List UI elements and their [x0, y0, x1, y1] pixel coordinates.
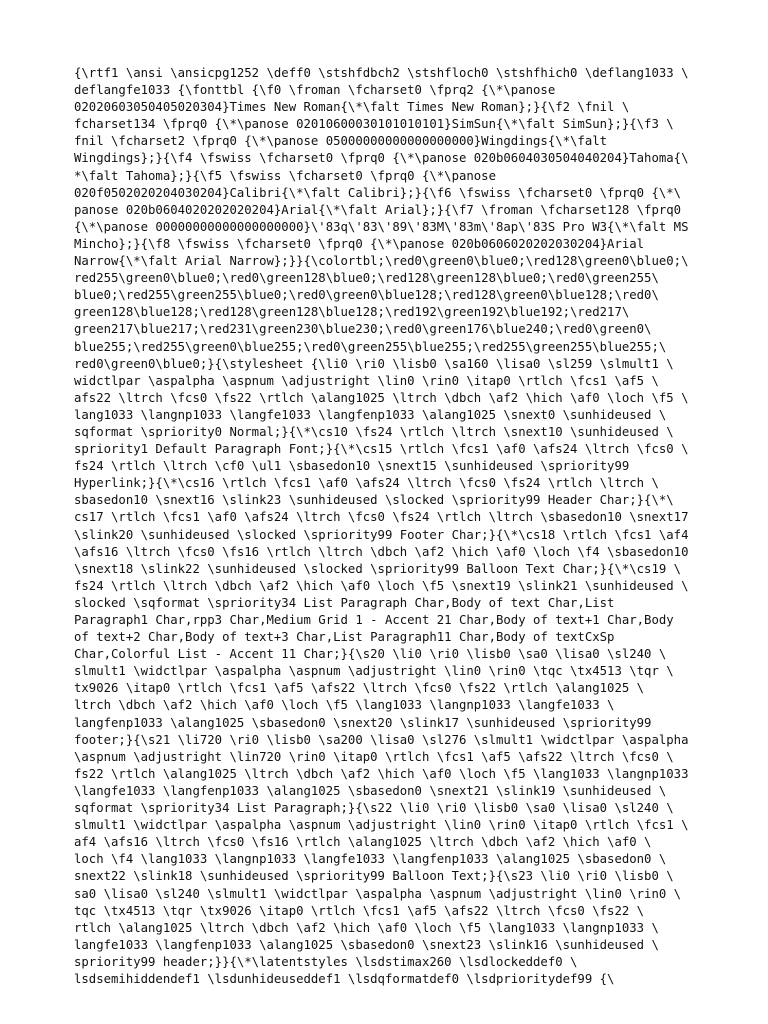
text-line: \afs16 \ltrch \fcs0 \fs16 \rtlch \ltrch \dbch \af2 \hich \af0 \loch \f4 \sbasedon10	[74, 544, 689, 559]
text-line: {\rtf1 \ansi \ansicpg1252 \deff0 \stshfdbch2 \stshfloch0 \stshfhich0 \deflang1033 \	[74, 66, 689, 80]
text-line: langfe1033 \langfenp1033 \alang1025 \sbasedon0 \snext23 \slink16 \sunhideused \	[74, 937, 659, 952]
text-line: {\*\panose 00000000000000000000}\'83q\'83\'89\'83M\'83m\'8ap\'83S Pro W3{\*\falt MS	[74, 219, 689, 234]
text-line: 020f0502020204030204}Calibri{\*\falt Calibri};}{\f6 \fswiss \fcharset0 \fprq0 {\*\	[74, 185, 682, 200]
text-line: afs22 \ltrch \fcs0 \fs22 \rtlch \alang1025 \ltrch \dbch \af2 \hich \af0 \loch \f5 \	[74, 390, 689, 405]
text-line: fcharset134 \fprq0 {\*\panose 02010600030101010101}SimSun{\*\falt SimSun};}{\f3 \	[74, 117, 674, 132]
text-line: of text+2 Char,Body of text+3 Char,List Paragraph11 Char,Body of textCxSp	[74, 630, 615, 645]
text-line: *\falt Tahoma};}{\f5 \fswiss \fcharset0 \fprq0 {\*\panose	[74, 168, 496, 183]
text-line: lang1033 \langnp1033 \langfe1033 \langfenp1033 \alang1025 \snext0 \sunhideused \	[74, 407, 667, 422]
text-line: sqformat \spriority34 List Paragraph;}{\s22 \li0 \ri0 \lisb0 \sa0 \lisa0 \sl240 \	[74, 801, 674, 816]
text-line: Char,Colorful List - Accent 11 Char;}{\s20 \li0 \ri0 \lisb0 \sa0 \lisa0 \sl240 \	[74, 647, 667, 662]
text-line: widctlpar \aspalpha \aspnum \adjustright \lin0 \rin0 \itap0 \rtlch \fcs1 \af5 \	[74, 373, 659, 388]
text-line: cs17 \rtlch \fcs1 \af0 \afs24 \ltrch \fcs0 \fs24 \rtlch \ltrch \sbasedon10 \snext17	[74, 510, 689, 525]
text-line: blue0;\red255\green255\blue0;\red0\green0\blue128;\red128\green0\blue128;\red0\	[74, 288, 659, 303]
text-line: fs22 \rtlch \alang1025 \ltrch \dbch \af2 \hich \af0 \loch \f5 \lang1033 \langnp1033	[74, 766, 689, 781]
text-line: fs24 \rtlch \ltrch \dbch \af2 \hich \af0 \loch \f5 \snext19 \slink21 \sunhideused \	[74, 578, 689, 593]
text-line: green217\blue217;\red231\green230\blue230;\red0\green176\blue240;\red0\green0\	[74, 322, 652, 337]
text-line: langfenp1033 \alang1025 \sbasedon0 \snext20 \slink17 \sunhideused \spriority99	[74, 715, 652, 730]
text-line: red0\green0\blue0;}{\stylesheet {\li0 \ri0 \lisb0 \sa160 \lisa0 \sl259 \slmult1 \	[74, 356, 674, 371]
text-line: tqc \tx4513 \tqr \tx9026 \itap0 \rtlch \fcs1 \af5 \afs22 \ltrch \fcs0 \fs22 \	[74, 903, 645, 918]
text-line: red255\green0\blue0;\red0\green128\blue0;\red128\green128\blue0;\red0\green255\	[74, 271, 659, 286]
text-line: spriority99 header;}}{\*\latentstyles \lsdstimax260 \lsdlockeddef0 \	[74, 954, 578, 969]
text-line: slmult1 \widctlpar \aspalpha \aspnum \adjustright \lin0 \rin0 \tqc \tx4513 \tqr \	[74, 664, 674, 679]
text-line: \snext18 \slink22 \sunhideused \slocked \spriority99 Balloon Text Char;}{\*\cs19 \	[74, 561, 682, 576]
text-line: \langfe1033 \langfenp1033 \alang1025 \sbasedon0 \snext21 \slink19 \sunhideused \	[74, 783, 667, 798]
text-line: Wingdings};}{\f4 \fswiss \fcharset0 \fprq0 {\*\panose 020b0604030504040204}Tahoma{\	[74, 151, 689, 166]
text-line: 02020603050405020304}Times New Roman{\*\falt Times New Roman};}{\f2 \fnil \	[74, 100, 630, 115]
text-line: snext22 \slink18 \sunhideused \spriority99 Balloon Text;}{\s23 \li0 \ri0 \lisb0 \	[74, 869, 674, 884]
text-line: green128\blue128;\red128\green128\blue128;\red192\green192\blue192;\red217\	[74, 305, 630, 320]
text-line: rtlch \alang1025 \ltrch \dbch \af2 \hich \af0 \loch \f5 \lang1033 \langnp1033 \	[74, 920, 659, 935]
text-line: fs24 \rtlch \ltrch \cf0 \ul1 \sbasedon10 \snext15 \sunhideused \spriority99	[74, 459, 630, 474]
text-line: Narrow{\*\falt Arial Narrow};}}{\colortbl;\red0\green0\blue0;\red128\green0\blue0;\	[74, 254, 689, 269]
text-line: lsdsemihiddendef1 \lsdunhideuseddef1 \lsdqformatdef0 \lsdprioritydef99 {\	[74, 971, 615, 986]
text-line: slmult1 \widctlpar \aspalpha \aspnum \adjustright \lin0 \rin0 \itap0 \rtlch \fcs1 \	[74, 818, 689, 833]
text-line: tx9026 \itap0 \rtlch \fcs1 \af5 \afs22 \ltrch \fcs0 \fs22 \rtlch \alang1025 \	[74, 681, 645, 696]
text-line: \slink20 \sunhideused \slocked \spriority99 Footer Char;}{\*\cs18 \rtlch \fcs1 \af4	[74, 527, 689, 542]
text-line: panose 020b0604020202020204}Arial{\*\falt Arial};}{\f7 \froman \fcharset128 \fprq0	[74, 202, 682, 217]
text-line: sa0 \lisa0 \sl240 \slmult1 \widctlpar \aspalpha \aspnum \adjustright \lin0 \rin0 \	[74, 886, 682, 901]
text-line: fnil \fcharset2 \fprq0 {\*\panose 05000000000000000000}Wingdings{\*\falt	[74, 134, 608, 149]
text-line: loch \f4 \lang1033 \langnp1033 \langfe1033 \langfenp1033 \alang1025 \sbasedon0 \	[74, 852, 667, 867]
text-line: \aspnum \adjustright \lin720 \rin0 \itap0 \rtlch \fcs1 \af5 \afs22 \ltrch \fcs0 \	[74, 749, 674, 764]
text-line: Paragraph1 Char,rpp3 Char,Medium Grid 1 - Accent 21 Char,Body of text+1 Char,Body	[74, 613, 674, 627]
document-page	[74, 65, 714, 988]
text-line: blue255;\red255\green0\blue255;\red0\green255\blue255;\red255\green255\blue255;\	[74, 339, 667, 354]
text-line: footer;}{\s21 \li720 \ri0 \lisb0 \sa200 \lisa0 \sl276 \slmult1 \widctlpar \aspalpha	[74, 732, 689, 747]
text-line: slocked \sqformat \spriority34 List Paragraph Char,Body of text Char,List	[74, 595, 615, 610]
text-line: spriority1 Default Paragraph Font;}{\*\cs15 \rtlch \fcs1 \af0 \afs24 \ltrch \fcs0 \	[74, 442, 689, 457]
text-line: ltrch \dbch \af2 \hich \af0 \loch \f5 \lang1033 \langnp1033 \langfe1033 \	[74, 698, 615, 713]
text-line: af4 \afs16 \ltrch \fcs0 \fs16 \rtlch \alang1025 \ltrch \dbch \af2 \hich \af0 \	[74, 835, 652, 850]
text-line: Hyperlink;}{\*\cs16 \rtlch \fcs1 \af0 \afs24 \ltrch \fcs0 \fs24 \rtlch \ltrch \	[74, 476, 659, 491]
text-line: deflangfe1033 {\fonttbl {\f0 \froman \fcharset0 \fprq2 {\*\panose	[74, 83, 556, 98]
text-line: sqformat \spriority0 Normal;}{\*\cs10 \fs24 \rtlch \ltrch \snext10 \sunhideused \	[74, 424, 674, 439]
text-line: sbasedon10 \snext16 \slink23 \sunhideused \slocked \spriority99 Header Char;}{\*\	[74, 493, 674, 508]
text-line: Mincho};}{\f8 \fswiss \fcharset0 \fprq0 {\*\panose 020b0606020202030204}Arial	[74, 236, 645, 251]
